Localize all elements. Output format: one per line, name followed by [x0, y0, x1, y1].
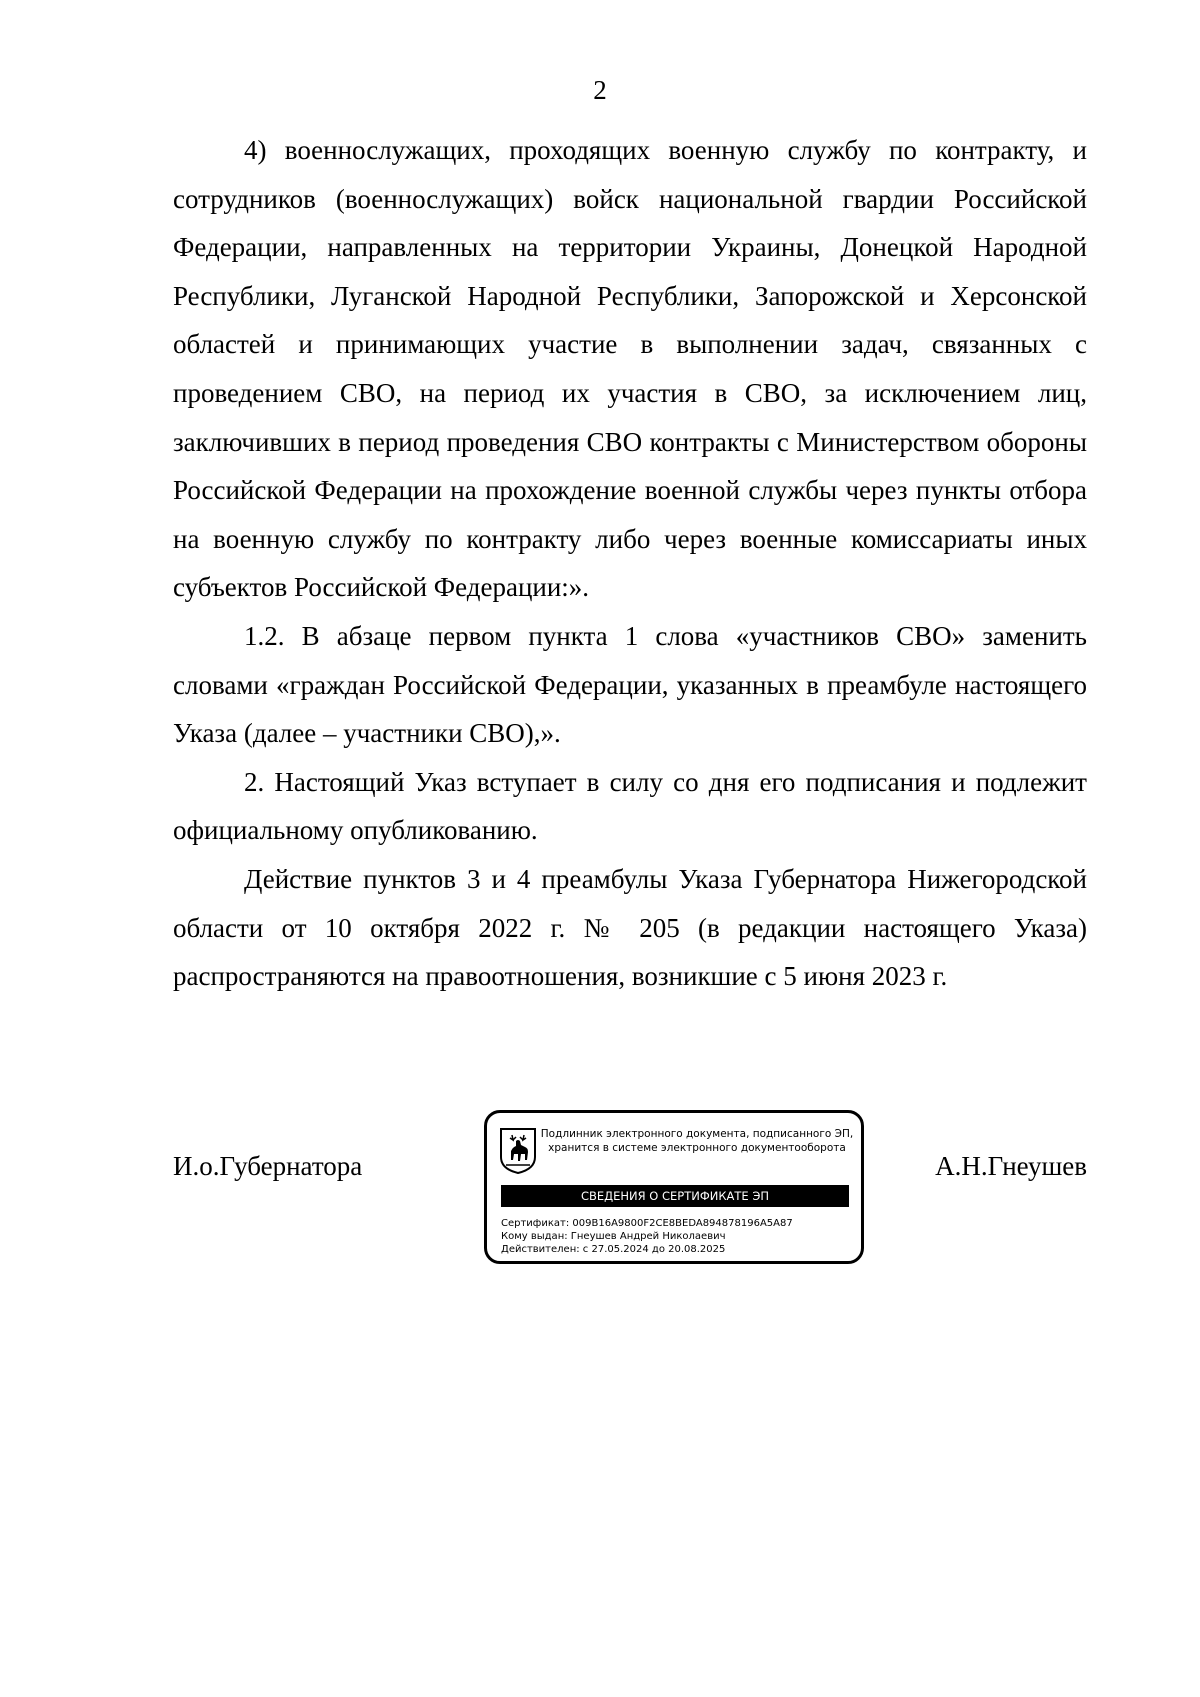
paragraph-item-2: 2. Настоящий Указ вступает в силу со дня его подписания и подлежит официальному опубликованию. [173, 766, 1087, 846]
paragraph-effect: Действие пунктов 3 и 4 преамбулы Указа Губернатора Нижегородской области от 10 октября 2022 г. № 205 (в редакции настоящего Указа) распространяются на правоотношения, возникшие с 5 июня 2023 г. [173, 863, 1087, 992]
electronic-signature-stamp [484, 1110, 864, 1264]
signer-name: А.Н.Гнеушев [935, 1151, 1087, 1181]
stamp-header [539, 1127, 855, 1155]
issued-to-row [501, 1230, 851, 1243]
signer-title: И.о.Губернатора [173, 1151, 363, 1181]
signature-block [0, 1110, 1200, 1280]
issued-to-label: Кому выдан: [501, 1231, 568, 1242]
issued-to-value: Гнеушев Андрей Николаевич [570, 1231, 726, 1242]
page-number: 2 [593, 75, 607, 105]
validity-row [501, 1243, 851, 1256]
stamp-header-line-2: хранится в системе электронного документооборота [548, 1142, 846, 1154]
certificate-row [501, 1217, 851, 1230]
certificate-info-bar: СВЕДЕНИЯ О СЕРТИФИКАТЕ ЭП [501, 1185, 849, 1207]
stamp-header-line-1: Подлинник электронного документа, подписанного ЭП, [540, 1128, 854, 1140]
validity-value: с 27.05.2024 до 20.08.2025 [582, 1244, 726, 1255]
certificate-value: 009B16A9800F2CE8BEDA894878196A5A87 [572, 1218, 793, 1229]
paragraph-item-4: 4) военнослужащих, проходящих военную службу по контракту, и сотрудников (военнослужащих) войск национальной гвардии Российской Федерации, направленных на территории Украины, Донецкой Народной Республики, Луганской Народной Республики, Запорожской и Херсонской областей и принимающих участие в выполнении задач, связанных с проведением СВО, на период их участия в СВО, за исключением лиц, заключивших в период проведения СВО контракты с Министерством обороны Российской Федерации на прохождение военной службы через пункты отбора на военную службу по контракту либо через военные комиссариаты иных субъектов Российской Федерации:». [173, 135, 1087, 603]
document-body [173, 126, 1087, 1001]
certificate-details [501, 1217, 851, 1256]
paragraph-item-1-2: 1.2. В абзаце первом пункта 1 слова «участников СВО» заменить словами «граждан Российской Федерации, указанных в преамбуле настоящего Указа (далее – участники СВО),». [173, 620, 1087, 749]
deer-emblem-icon [499, 1127, 537, 1175]
certificate-label: Сертификат: [501, 1218, 570, 1229]
validity-label: Действителен: [501, 1244, 580, 1255]
